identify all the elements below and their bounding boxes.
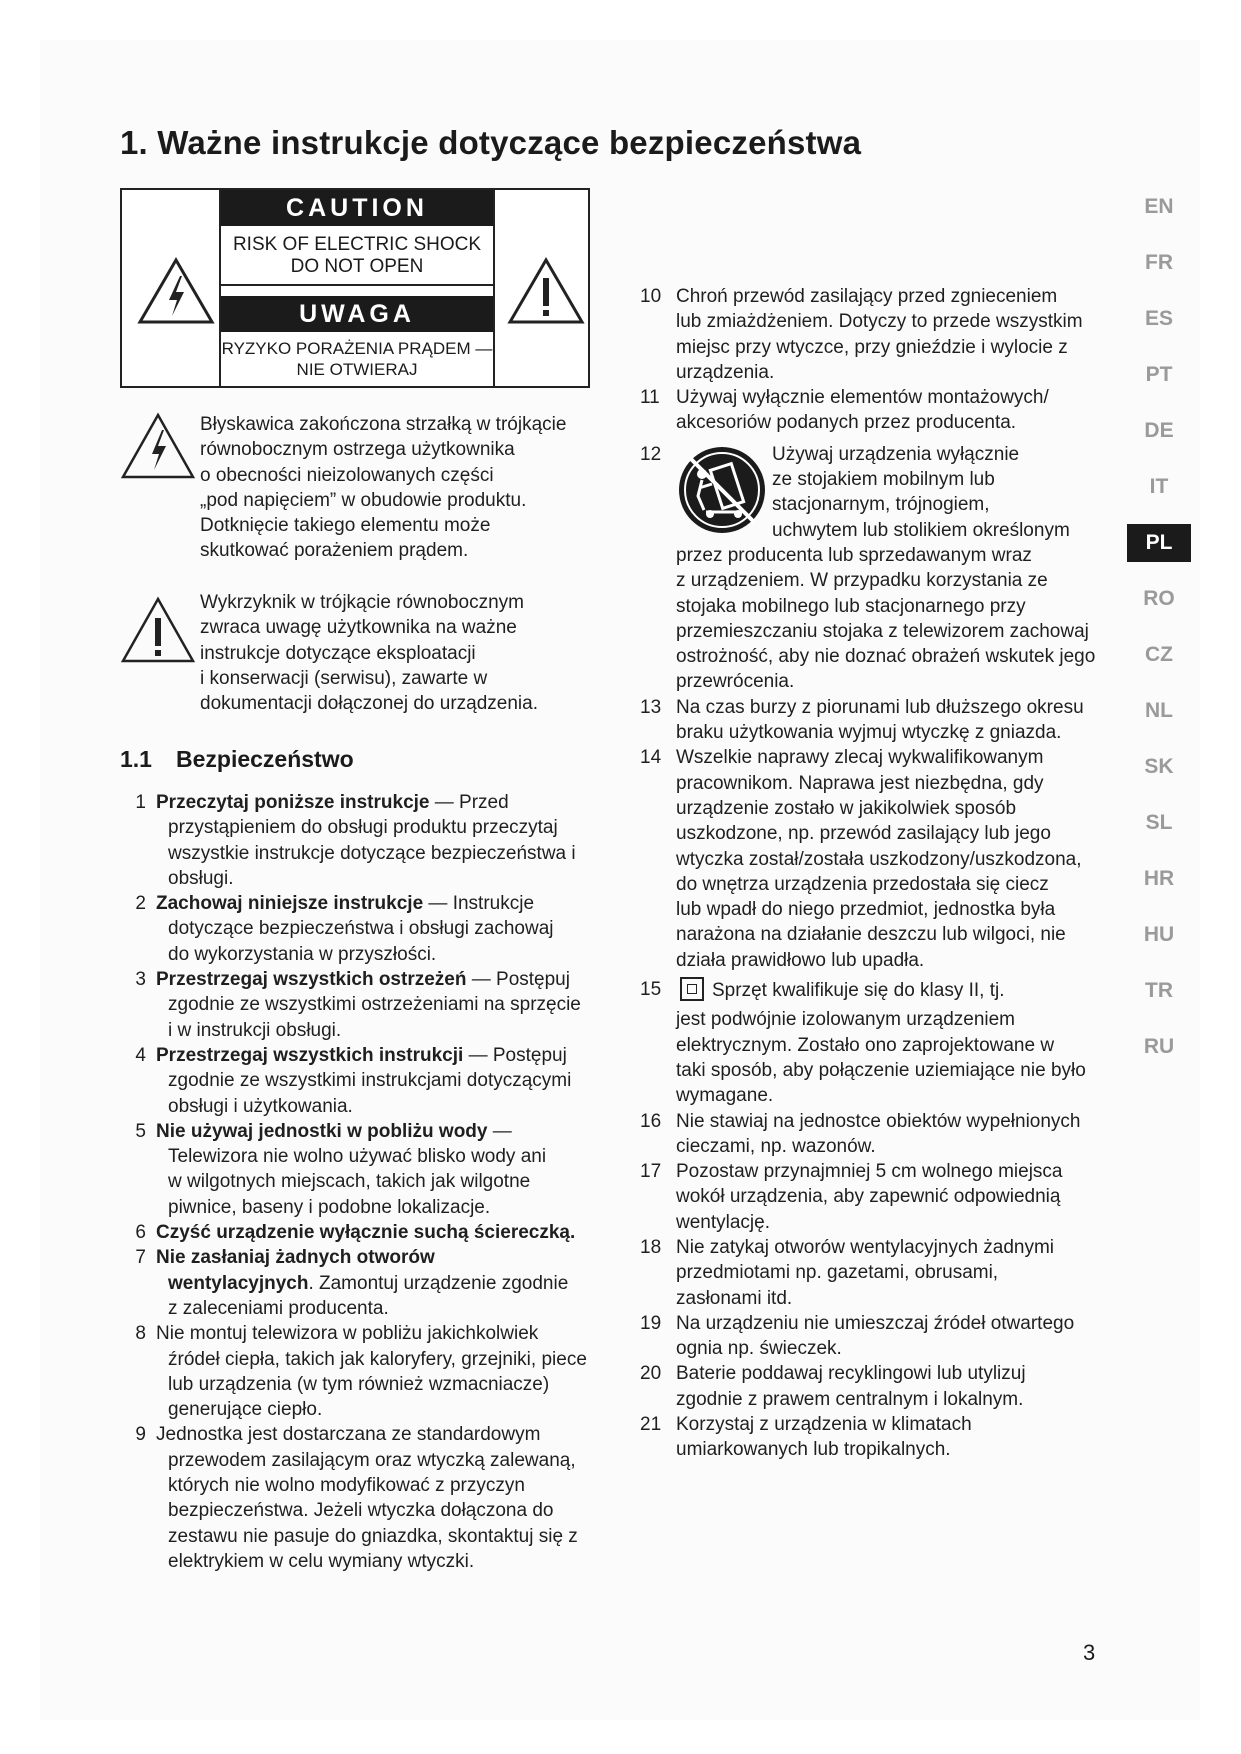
lightning-description (200, 412, 580, 564)
item-line: do wnętrza urządzenia przedostała się ciecz (676, 873, 1049, 895)
item-line: przedmiotami np. gazetami, obrusami, (676, 1262, 999, 1284)
item-line: których nie wolno modyfikować z przyczyn (168, 1475, 525, 1497)
section-number: 1.1 (120, 746, 152, 772)
item-line: narażona na działanie deszczu lub wilgoci, nie (676, 924, 1066, 946)
item-line: stacjonarnym, trójnogiem, (772, 494, 990, 516)
item-line: ze stojakiem mobilnym lub (772, 469, 995, 491)
list-item (640, 1311, 1110, 1362)
tab-language-sk[interactable]: SK (1144, 755, 1174, 778)
tab-language-fr[interactable]: FR (1145, 251, 1173, 274)
description-line: o obecności nieizolowanych części (200, 464, 494, 486)
item-bold-text: Przestrzegaj wszystkich ostrzeżeń (156, 969, 467, 991)
uwaga-text-line: NIE OTWIERAJ (296, 360, 418, 379)
item-line: zestawu nie pasuje do gniazdka, skontaktuj się z (168, 1525, 578, 1547)
item-line: akcesoriów podanych przez producenta. (676, 412, 1017, 434)
item-text: Nie montuj telewizora w pobliżu jakichkolwiek (156, 1323, 539, 1345)
item-number: 15 (640, 979, 662, 1001)
tab-language-hr[interactable]: HR (1143, 867, 1175, 890)
tab-language-tr[interactable]: TR (1145, 979, 1173, 1002)
item-line: stojaka mobilnego lub stacjonarnego przy (676, 595, 1026, 617)
tab-language-ro[interactable]: RO (1143, 587, 1175, 610)
list-item (126, 891, 596, 967)
item-number: 13 (640, 696, 662, 718)
language-tabs (1127, 188, 1191, 1084)
item-line: przewrócenia. (676, 671, 795, 693)
uwaga-text (221, 332, 493, 386)
tab-language-ru[interactable]: RU (1143, 1035, 1175, 1058)
item-number: 21 (640, 1414, 662, 1436)
item-number: 18 (640, 1236, 662, 1258)
item-line: zgodnie ze wszystkimi ostrzeżeniami na sprzęcie (168, 994, 581, 1016)
description-line: Wykrzyknik w trójkącie równobocznym (200, 592, 524, 613)
item-line: dotyczące bezpieczeństwa i obsługi zachowaj (168, 918, 554, 940)
item-line: obsługi. (168, 867, 234, 889)
item-text: — Instrukcje (423, 893, 535, 915)
item-number: 12 (640, 443, 662, 465)
item-bold-text: Nie zasłaniaj żadnych otworów (156, 1247, 435, 1269)
item-text: Używaj wyłącznie elementów montażowych/ (676, 387, 1049, 409)
tab-language-hu[interactable]: HU (1143, 923, 1175, 946)
caution-label (120, 188, 590, 388)
uwaga-heading: UWAGA (221, 296, 493, 332)
item-line: źródeł ciepła, takich jak kaloryfery, grzejniki, piece (168, 1348, 587, 1370)
item-number: 9 (135, 1424, 146, 1446)
item-text: Jednostka jest dostarczana ze standardowym (156, 1424, 541, 1446)
description-line: równobocznym ostrzega użytkownika (200, 439, 515, 461)
item-text: Korzystaj z urządzenia w klimatach (676, 1414, 972, 1436)
item-line: wszystkie instrukcje dotyczące bezpieczeństwa i (168, 842, 576, 864)
item-line: uchwytem lub stolikiem określonym (772, 519, 1070, 541)
item-line: i w instrukcji obsługi. (168, 1019, 342, 1041)
list-item (640, 1235, 1110, 1311)
item-number: 6 (135, 1222, 146, 1244)
item-text: Baterie poddawaj recyklingowi lub utylizuj (676, 1363, 1026, 1385)
item-text: Wszelkie naprawy zlecaj wykwalifikowanym (676, 747, 1044, 769)
item-text: Na urządzeniu nie umieszczaj źródeł otwartego (676, 1312, 1075, 1334)
page-title: 1. Ważne instrukcje dotyczące bezpieczeństwa (120, 124, 862, 161)
uwaga-text-line: RYZYKO PORAŻENIA PRĄDEM — (221, 339, 493, 358)
item-number: 3 (135, 969, 146, 991)
item-line: jest podwójnie izolowanym urządzeniem (676, 1009, 1016, 1031)
list-item (126, 1245, 596, 1321)
tab-language-en[interactable]: EN (1144, 195, 1174, 218)
item-number: 1 (135, 792, 146, 813)
item-line: ognia np. świeczek. (676, 1338, 842, 1360)
cart-tip-over-warning-icon (676, 444, 768, 536)
section-title: Bezpieczeństwo (176, 746, 354, 772)
caution-text-line: DO NOT OPEN (290, 256, 424, 277)
item-text: — Postępuj (466, 969, 570, 991)
description-line: dokumentacji dołączonej do urządzenia. (200, 693, 538, 715)
list-item (640, 1412, 1110, 1463)
exclamation-triangle-icon (120, 596, 196, 664)
description-line: Błyskawica zakończona strzałką w trójkącie (200, 414, 567, 435)
item-line: obsługi i użytkowania. (168, 1095, 353, 1117)
list-item (640, 1361, 1110, 1412)
item-line: urządzenie zostało w jakikolwiek sposób (676, 797, 1017, 819)
tab-language-cz[interactable]: CZ (1145, 643, 1173, 666)
item-number: 14 (640, 747, 662, 769)
list-item (126, 1220, 596, 1245)
item-line: wtyczka został/została uszkodzony/uszkodzona, (676, 848, 1082, 870)
item-line: uszkodzone, np. przewód zasilający lub jego (676, 823, 1051, 845)
list-item (126, 967, 596, 1043)
item-number: 8 (135, 1323, 146, 1345)
list-item (640, 977, 1110, 1108)
lightning-warning-icon (136, 256, 216, 326)
item-line: przewodem zasilającym oraz wtyczką zalewaną, (168, 1449, 576, 1471)
list-item (126, 790, 596, 891)
item-line: lub zmiażdżeniem. Dotyczy to przede wszystkim (676, 311, 1083, 333)
tab-language-pt[interactable]: PT (1145, 363, 1173, 386)
description-line: „pod napięciem” w obudowie produktu. (200, 489, 527, 511)
item-line: z urządzeniem. W przypadku korzystania ze (676, 570, 1048, 592)
list-item (640, 745, 1110, 973)
item-text: Używaj urządzenia wyłącznie (772, 443, 1020, 465)
item-line: braku użytkowania wyjmuj wtyczkę z gniazda. (676, 722, 1062, 744)
item-line: w wilgotnych miejscach, takich jak wilgotne (168, 1171, 531, 1193)
item-number: 20 (640, 1363, 662, 1385)
safety-list-left (126, 790, 596, 1574)
exclamation-warning-icon (506, 256, 586, 326)
item-line: miejsc przy wtyczce, przy gnieździe i wylocie z (676, 336, 1068, 358)
list-item (640, 1159, 1110, 1235)
item-line: elektrycznym. Zostało ono zaprojektowane w (676, 1034, 1055, 1056)
item-text: Nie stawiaj na jednostce obiektów wypełnionych (676, 1110, 1081, 1132)
tab-language-sl[interactable]: SL (1145, 811, 1173, 834)
item-bold-text: Nie używaj jednostki w pobliżu wody (156, 1120, 488, 1142)
item-bold-text: Przestrzegaj wszystkich instrukcji (156, 1044, 464, 1066)
item-bold-text: wentylacyjnych (168, 1272, 309, 1294)
item-number: 19 (640, 1312, 662, 1334)
item-line: umiarkowanych lub tropikalnych. (676, 1439, 951, 1461)
item-line: cieczami, np. wazonów. (676, 1135, 876, 1157)
caution-center (219, 190, 495, 386)
item-number: 7 (135, 1247, 146, 1269)
item-bold-text: Zachowaj niniejsze instrukcje (156, 893, 424, 915)
item-number: 5 (135, 1120, 146, 1142)
tab-language-es[interactable]: ES (1144, 307, 1173, 330)
item-line: ostrożność, aby nie doznać obrażeń wskutek jego (676, 646, 1096, 668)
description-line: zwraca uwagę użytkownika na ważne (200, 617, 517, 639)
tab-language-pl[interactable]: PL (1127, 524, 1191, 562)
list-item (640, 284, 1110, 385)
item-line: bezpieczeństwa. Jeżeli wtyczka dołączona do (168, 1500, 554, 1522)
item-line: przez producenta lub sprzedawanym wraz (676, 544, 1032, 566)
item-number: 4 (135, 1044, 146, 1066)
item-line: działa prawidłowo lub upadła. (676, 949, 925, 971)
item-bold-text: Przeczytaj poniższe instrukcje (156, 792, 430, 813)
item-line: lub wpadł do niego przedmiot, jednostka była (676, 899, 1056, 921)
item-number: 11 (640, 387, 660, 409)
item-line: zasłonami itd. (676, 1287, 793, 1309)
item-line: do wykorzystania w przyszłości. (168, 943, 437, 965)
item-line: piwnice, baseny i podobne lokalizacje. (168, 1196, 491, 1218)
list-item (640, 442, 1110, 695)
item-line: przemieszczaniu stojaka z telewizorem zachowaj (676, 620, 1089, 642)
description-line: skutkować porażeniem prądem. (200, 540, 469, 562)
item-text: Sprzęt kwalifikuje się do klasy II, tj. (712, 980, 1005, 1002)
item-line: wymagane. (676, 1085, 774, 1107)
item-line: zgodnie ze wszystkimi instrukcjami dotyczącymi (168, 1070, 572, 1092)
item-number: 10 (640, 286, 662, 307)
list-item (126, 1119, 596, 1220)
caution-text-line: RISK OF ELECTRIC SHOCK (232, 234, 482, 255)
description-line: i konserwacji (serwisu), zawarte w (200, 667, 488, 689)
description-line: instrukcje dotyczące eksploatacji (200, 642, 476, 664)
item-text: — Przed (429, 792, 509, 813)
item-line: pracownikom. Naprawa jest niezbędna, gdy (676, 772, 1044, 794)
list-item (126, 1043, 596, 1119)
item-line: urządzenia. (676, 361, 775, 383)
item-bold-text: Czyść urządzenie wyłącznie suchą ściereczką. (156, 1222, 576, 1244)
item-text: — (487, 1120, 512, 1142)
item-line: Telewizora nie wolno używać blisko wody ani (168, 1146, 547, 1168)
item-text: Pozostaw przynajmniej 5 cm wolnego miejsca (676, 1161, 1063, 1183)
safety-list-right (640, 284, 1110, 1463)
item-number: 17 (640, 1161, 662, 1183)
list-item (126, 1321, 596, 1422)
list-item (640, 385, 1110, 436)
item-text: Na czas burzy z piorunami lub dłuższego okresu (676, 696, 1084, 718)
caution-text (221, 226, 493, 286)
double-insulation-class-ii-icon (680, 977, 704, 1001)
item-text: — Postępuj (463, 1044, 567, 1066)
item-line: z zaleceniami producenta. (168, 1297, 389, 1319)
list-item (640, 695, 1110, 746)
section-heading (120, 746, 354, 773)
tab-language-de[interactable]: DE (1144, 419, 1174, 442)
description-line: Dotknięcie takiego elementu może (200, 515, 491, 537)
tab-language-it[interactable]: IT (1149, 475, 1169, 498)
item-text: . Zamontuj urządzenie zgodnie (308, 1272, 569, 1294)
page-number: 3 (1083, 1640, 1096, 1665)
item-line: wentylację. (676, 1211, 770, 1233)
exclamation-description (200, 590, 580, 716)
item-line: przystąpieniem do obsługi produktu przeczytaj (168, 817, 558, 839)
item-line: lub urządzenia (w tym również wzmacniacze) (168, 1373, 550, 1395)
item-number: 2 (135, 893, 146, 915)
item-line: elektrykiem w celu wymiany wtyczki. (168, 1550, 475, 1572)
item-line: zgodnie z prawem centralnym i lokalnym. (676, 1388, 1024, 1410)
tab-language-nl[interactable]: NL (1145, 699, 1173, 722)
list-item (640, 1109, 1110, 1160)
item-line: wokół urządzenia, aby zapewnić odpowiednią (676, 1186, 1061, 1208)
lightning-triangle-icon (120, 412, 196, 480)
item-line: generujące ciepło. (168, 1399, 323, 1421)
item-text: Nie zatykaj otworów wentylacyjnych żadnymi (676, 1236, 1055, 1258)
item-number: 16 (640, 1110, 662, 1132)
item-text: Chroń przewód zasilający przed zgnieceniem (676, 286, 1058, 307)
caution-heading: CAUTION (221, 190, 493, 226)
item-line: taki sposób, aby połączenie uziemiające nie było (676, 1059, 1086, 1081)
list-item (126, 1422, 596, 1574)
